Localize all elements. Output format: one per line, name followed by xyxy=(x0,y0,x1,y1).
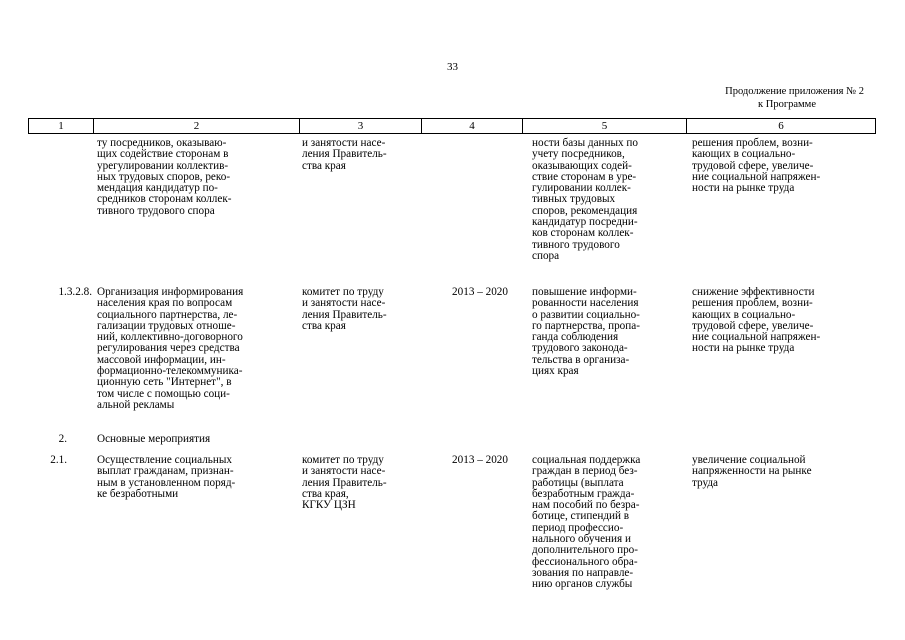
row-3-result-line: период профессио- xyxy=(532,521,624,534)
row-3-measure-line: выплат гражданам, признан- xyxy=(97,465,234,478)
row-3-executor-line: ления Правитель- xyxy=(302,476,387,489)
appendix-note xyxy=(692,85,864,111)
row-3-measure-line: ке безработными xyxy=(97,487,179,500)
row-0-result-line: тивных трудовых xyxy=(532,193,616,206)
row-3-result xyxy=(532,455,640,591)
row-0-measure-line: щих содействие сторонам в xyxy=(97,148,229,161)
row-0-measure-line: мендация кандидатур по- xyxy=(97,182,218,195)
row-0-measure xyxy=(97,138,232,217)
row-1-measure-line: Организация информирования xyxy=(97,286,244,298)
row-0-result-line: споров, рекомендация xyxy=(532,204,638,217)
row-0-measure-line: ных трудовых споров, реко- xyxy=(97,170,231,183)
row-0-measure-line: тивного трудового спора xyxy=(97,204,215,217)
row-1-result xyxy=(532,287,640,377)
row-1-result-line: ганда соблюдения xyxy=(532,331,619,344)
row-1-consequence-line: ности на рынке труда xyxy=(692,342,795,355)
row-1-measure-line: гализации трудовых отноше- xyxy=(97,319,236,332)
row-3-consequence-line: труда xyxy=(692,476,719,489)
row-0-result xyxy=(532,138,638,262)
row-0-result-line: ствие сторонам в уре- xyxy=(532,170,637,183)
row-0-result-line: оказывающих содей- xyxy=(532,159,632,172)
row-0-result-line: ности базы данных по xyxy=(532,137,639,149)
row-3-result-line: социальная поддержка xyxy=(532,454,641,466)
row-1-measure-line: населения края по вопросам xyxy=(97,297,233,310)
row-3-result-line: дополнительного про- xyxy=(532,544,638,557)
row-3-executor-line: ства края, xyxy=(302,487,349,500)
row-1-measure xyxy=(97,287,243,411)
row-0-consequence-line: ности на рынке труда xyxy=(692,182,795,195)
row-1-result-line: трудового законода- xyxy=(532,342,628,355)
row-1-consequence-line: ние социальной напряжен- xyxy=(692,331,821,344)
row-0-executor-line: ления Правитель- xyxy=(302,148,387,161)
page-number: 33 xyxy=(447,61,458,73)
row-1-measure-line: регулирования через средства xyxy=(97,342,240,355)
row-0-result-line: спора xyxy=(532,249,560,262)
row-0-result-line: кандидатур посредни- xyxy=(532,216,638,229)
row-3-result-line: фессионального обра- xyxy=(532,555,638,568)
row-3-executor-line: комитет по труду xyxy=(302,454,384,466)
row-1-consequence-line: кающих в социально- xyxy=(692,308,796,321)
row-3-result-line: нию органов службы xyxy=(532,578,633,591)
row-0-consequence-line: решения проблем, возни- xyxy=(692,137,813,149)
row-1-measure-line: массовой информации, ин- xyxy=(97,353,226,366)
header-col-1: 1 xyxy=(58,120,64,132)
row-3-consequence xyxy=(692,455,812,489)
row-0-executor-line: ства края xyxy=(302,159,346,172)
row-3-number: 2.1. xyxy=(50,454,67,466)
row-1-consequence-line: решения проблем, возни- xyxy=(692,297,813,310)
row-1-result-line: повышение информи- xyxy=(532,286,637,298)
row-1-result-line: тельства в организа- xyxy=(532,353,630,366)
row-1-executor xyxy=(302,287,387,332)
row-1-period: 2013 – 2020 xyxy=(452,286,508,298)
row-2-number: 2. xyxy=(58,433,67,445)
row-1-result-line: рованности населения xyxy=(532,297,639,310)
row-1-consequence-line: трудовой сфере, увеличе- xyxy=(692,319,814,332)
row-0-measure-line: урегулировании коллектив- xyxy=(97,159,229,172)
row-1-measure-line: том числе с помощью соци- xyxy=(97,387,230,400)
row-0-result-line: ков сторонам коллек- xyxy=(532,227,634,240)
row-2-section-title xyxy=(97,434,210,445)
row-1-measure-line: ний, коллективно-договорного xyxy=(97,331,243,344)
row-1-consequence-line: снижение эффективности xyxy=(692,286,815,298)
row-1-number: 1.3.2.8. xyxy=(58,286,92,298)
row-3-result-line: нам пособий по безра- xyxy=(532,499,640,512)
row-3-result-line: ботице, стипендий в xyxy=(532,510,630,523)
row-1-executor-line: ления Правитель- xyxy=(302,308,387,321)
row-0-result-line: учету посредников, xyxy=(532,148,625,161)
row-3-consequence-line: увеличение социальной xyxy=(692,454,806,466)
appendix-note-line-2: к Программе xyxy=(758,99,816,110)
row-1-result-line: о развитии социально- xyxy=(532,308,640,321)
row-0-measure-line: ту посредников, оказываю- xyxy=(97,137,227,149)
row-1-measure-line: альной рекламы xyxy=(97,398,175,411)
row-3-consequence-line: напряженности на рынке xyxy=(692,465,812,478)
row-3-result-line: безработным гражда- xyxy=(532,487,635,500)
row-0-executor xyxy=(302,138,387,172)
row-3-result-line: работицы (выплата xyxy=(532,476,624,489)
row-1-executor-line: ства края xyxy=(302,319,346,332)
header-col-3: 3 xyxy=(357,120,364,132)
row-1-executor-line: и занятости насе- xyxy=(302,297,386,310)
header-col-5: 5 xyxy=(601,120,608,132)
row-3-measure-line: ным в установленном поряд- xyxy=(97,476,236,489)
row-0-result-line: тивного трудового xyxy=(532,238,620,251)
row-0-measure-line: средников сторонам коллек- xyxy=(97,193,232,206)
header-col-2: 2 xyxy=(193,120,200,132)
row-0-consequence xyxy=(692,138,820,194)
row-1-measure-line: ционную сеть "Интернет", в xyxy=(97,376,232,389)
row-3-executor xyxy=(302,455,387,511)
row-1-result-line: циях края xyxy=(532,365,579,378)
row-0-result-line: гулировании коллек- xyxy=(532,182,631,195)
row-0-consequence-line: ние социальной напряжен- xyxy=(692,170,821,183)
row-3-executor-line: КГКУ ЦЗН xyxy=(302,499,356,512)
row-3-result-line: зования по направле- xyxy=(532,566,634,579)
row-0-executor-line: и занятости насе- xyxy=(302,137,386,149)
header-col-6: 6 xyxy=(778,120,784,132)
row-3-period: 2013 – 2020 xyxy=(452,454,508,466)
row-1-consequence xyxy=(692,287,820,355)
row-3-measure xyxy=(97,455,235,500)
row-1-measure-line: социального партнерства, ле- xyxy=(97,308,238,321)
appendix-note-line-1: Продолжение приложения № 2 xyxy=(725,86,864,97)
row-0-consequence-line: кающих в социально- xyxy=(692,148,796,161)
row-0-consequence-line: трудовой сфере, увеличе- xyxy=(692,159,814,172)
row-3-result-line: граждан в период без- xyxy=(532,465,638,478)
row-1-executor-line: комитет по труду xyxy=(302,286,384,298)
row-3-result-line: нального обучения и xyxy=(532,533,631,546)
row-1-result-line: го партнерства, пропа- xyxy=(532,319,640,332)
row-2-section-title-line: Основные мероприятия xyxy=(97,433,211,445)
header-col-4: 4 xyxy=(469,120,475,132)
table-header xyxy=(28,118,876,134)
row-1-measure-line: формационно-телекоммуника- xyxy=(97,365,243,378)
row-3-executor-line: и занятости насе- xyxy=(302,465,386,478)
row-3-measure-line: Осуществление социальных xyxy=(97,454,233,466)
